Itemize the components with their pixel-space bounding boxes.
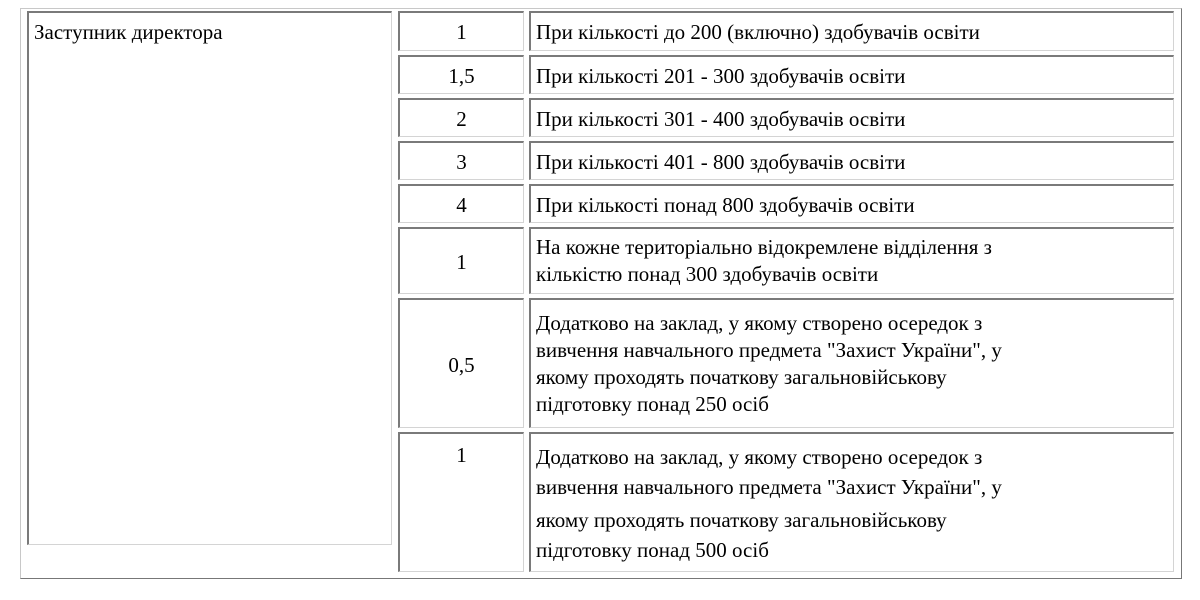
table-row-1-value-cell	[398, 11, 524, 51]
table-row-2-value-cell	[398, 55, 524, 94]
table-row-1-description-cell	[529, 11, 1174, 51]
position-cell	[27, 11, 392, 545]
table-row-2-description-cell	[529, 55, 1174, 94]
position-title: Заступник директора	[34, 20, 223, 44]
row-value: 1	[456, 20, 467, 44]
row-description	[536, 234, 1169, 288]
row-description-line: вивчення навчального предмета "Захист України", у	[536, 338, 1002, 362]
row-description: При кількості понад 800 здобувачів освіти	[536, 193, 915, 217]
table-row-5-description-cell	[529, 184, 1174, 223]
row-description: При кількості до 200 (включно) здобувачів освіти	[536, 20, 980, 44]
row-description	[536, 310, 1169, 418]
row-description-line: підготовку понад 500 осіб	[536, 538, 769, 562]
row-value: 2	[456, 107, 467, 131]
table-row-4-description-cell	[529, 141, 1174, 180]
table-row-8-value-cell	[398, 432, 524, 572]
row-value: 1,5	[448, 64, 475, 88]
row-description-line: якому проходять початкову загальновійськову	[536, 508, 947, 532]
row-description-line: Додатково на заклад, у якому створено осередок з	[536, 311, 983, 335]
row-description-line: якому проходять початкову загальновійськову	[536, 365, 947, 389]
row-description-line: кількістю понад 300 здобувачів освіти	[536, 262, 879, 286]
row-description: При кількості 301 - 400 здобувачів освіти	[536, 107, 906, 131]
row-description-line: На кожне територіально відокремлене відділення з	[536, 235, 992, 259]
row-description: При кількості 401 - 800 здобувачів освіти	[536, 150, 906, 174]
row-value: 4	[456, 193, 467, 217]
table-row-3-description-cell	[529, 98, 1174, 137]
table-row-6-value-cell	[398, 227, 524, 294]
table-row-6-description-cell	[529, 227, 1174, 294]
row-value: 1	[456, 443, 467, 467]
table-row-8-description-cell	[529, 432, 1174, 572]
row-description-line: вивчення навчального предмета "Захист України", у	[536, 475, 1002, 499]
row-description	[536, 444, 1169, 564]
table-row-7-value-cell	[398, 298, 524, 428]
table-row-4-value-cell	[398, 141, 524, 180]
row-description-line: Додатково на заклад, у якому створено осередок з	[536, 445, 983, 469]
row-value: 0,5	[448, 353, 475, 377]
table-row-7-description-cell	[529, 298, 1174, 428]
row-description: При кількості 201 - 300 здобувачів освіти	[536, 64, 906, 88]
table-row-3-value-cell	[398, 98, 524, 137]
row-value: 1	[456, 250, 467, 274]
row-value: 3	[456, 150, 467, 174]
table-row-5-value-cell	[398, 184, 524, 223]
row-description-line: підготовку понад 250 осіб	[536, 392, 769, 416]
